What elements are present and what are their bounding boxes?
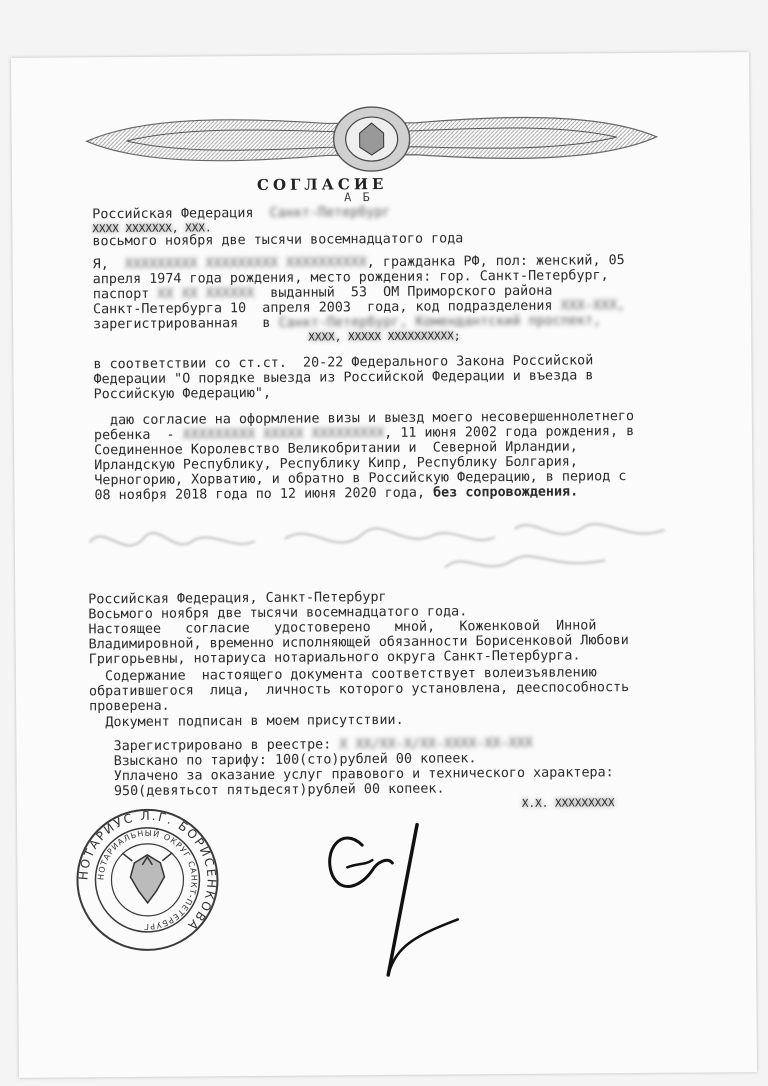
header-country: Российская Федерация — [92, 206, 254, 223]
redacted-passport: XX XX XXXXXX — [157, 286, 255, 302]
p1-citizenship: , гражданка РФ, пол: женский, 05 — [366, 253, 625, 271]
document-page — [11, 52, 757, 1078]
notary-line-6: Содержание настоящего документа соответствует волеизъявлению — [88, 665, 597, 685]
notary-seal — [72, 804, 223, 955]
p3-period: 08 ноября 2018 года по 12 июня 2020 года, — [94, 485, 426, 504]
registry-line-3: Уплачено за оказание услуг правового и технического характера: — [89, 765, 614, 785]
p3-line-3: Соединенное Королевство Великобритании и Северной Ирландии, — [94, 439, 578, 459]
redacted-address-2: XXXX, XXXXX XXXXXXXXXX; — [308, 329, 461, 344]
p3-line-4: Ирландскую Республику, Республику Кипр, Республику Болгария, — [94, 454, 578, 474]
notary-line-7: обратившегося лица, личность которого установлена, дееспособность — [88, 680, 630, 700]
p3-child-label: ребенка - — [93, 427, 175, 444]
registry-line-2: Взыскано по тарифу: 100(сто)рублей 00 копеек. — [89, 751, 477, 770]
p2-line-1: в соответствии со ст.ст. 20-22 Федерального Закона Российской — [93, 353, 594, 373]
p3-line-5: Черногорию, Хорватию, и обратно в Российскую Федерацию, в период с — [94, 469, 627, 489]
p1-issue-date: Санкт-Петербурга 10 апреля 2003 года, код подразделения — [92, 298, 553, 318]
p2-line-2: Федерации "О порядке выезда из Российской Федерации и въезда в — [93, 368, 594, 388]
redacted-address: Санкт-Петербург, Комендантский проспект, — [278, 313, 602, 331]
seal-outer-text: НОТАРИУС Л.Г. БОРИСЕНКОВА — [76, 808, 219, 934]
seal-inner-text: НОТАРИАЛЬНЫЙ ОКРУГ САНКТ-ПЕТЕРБУРГ — [96, 828, 199, 931]
faded-signature — [85, 508, 686, 583]
notary-signature — [317, 814, 468, 990]
notary-line-8: проверена. — [89, 698, 170, 715]
redacted-notary-initials: X.X. XXXXXXXXX — [521, 796, 615, 810]
notary-line-4: Владимировной, временно исполняющей обязанности Борисенковой Любови — [88, 633, 629, 653]
document-series: А Б — [344, 190, 372, 205]
p3-unaccompanied: без сопровождения. — [432, 484, 579, 501]
p3-child-dob: , 11 июня 2002 года рождения, в — [384, 424, 635, 441]
notary-line-9: Документ подписан в моем присутствии. — [89, 712, 404, 731]
p1-registered-label: зарегистрированная в — [93, 315, 271, 333]
notary-line-3: Настоящее согласие удостоверено мной, Коженковой Инной — [88, 618, 597, 638]
redacted-registry-number: X XX/XX-X/XX-XXXX-XX-XXX — [339, 735, 533, 753]
p1-issued-by: выданный 53 ОМ Приморского района — [270, 283, 553, 301]
p3-line-1: даю согласие на оформление визы и выезд моего несовершеннолетнего — [93, 409, 635, 429]
redacted-city: Санкт-Петербург — [269, 204, 391, 221]
header-line-3: восьмого ноября две тысячи восемнадцатого года — [92, 231, 464, 250]
notary-line-1: Российская Федерация, Санкт-Петербург — [88, 589, 387, 608]
p1-passport-label: паспорт — [92, 286, 150, 303]
redacted-child-name: XXXXXXXXX XXXXX XXXXXXXXX — [182, 425, 385, 443]
redacted-line-2: XXXX XXXXXXX, XXX. — [92, 221, 212, 236]
redacted-name: XXXXXXXXX XXXXXXXXX XXXXXXXXXX — [124, 255, 367, 273]
notary-line-5: Григорьевны, нотариуса нотариального округа Санкт-Петербурга. — [88, 648, 581, 668]
document-title: СОГЛАСИЕ — [256, 174, 388, 194]
header-line-1 — [92, 205, 390, 222]
redacted-code: XXX-XXX, — [560, 298, 626, 314]
p1-pronoun: Я, — [92, 257, 109, 273]
banner-ornament — [66, 101, 677, 178]
p2-line-3: Российскую Федерацию", — [93, 385, 272, 403]
registry-label: Зарегистрировано в реестре: — [89, 737, 332, 755]
notary-line-2: Восьмого ноября две тысячи восемнадцатого года. — [88, 604, 468, 623]
p1-line-2: апреля 1974 года рождения, место рождения: гор. Санкт-Петербург, — [92, 268, 609, 288]
registry-line-4: 950(девятьсот пятьдесят)рублей 00 копеек. — [89, 781, 445, 800]
guilloche-banner — [66, 101, 677, 178]
p3-line-6 — [94, 484, 578, 503]
